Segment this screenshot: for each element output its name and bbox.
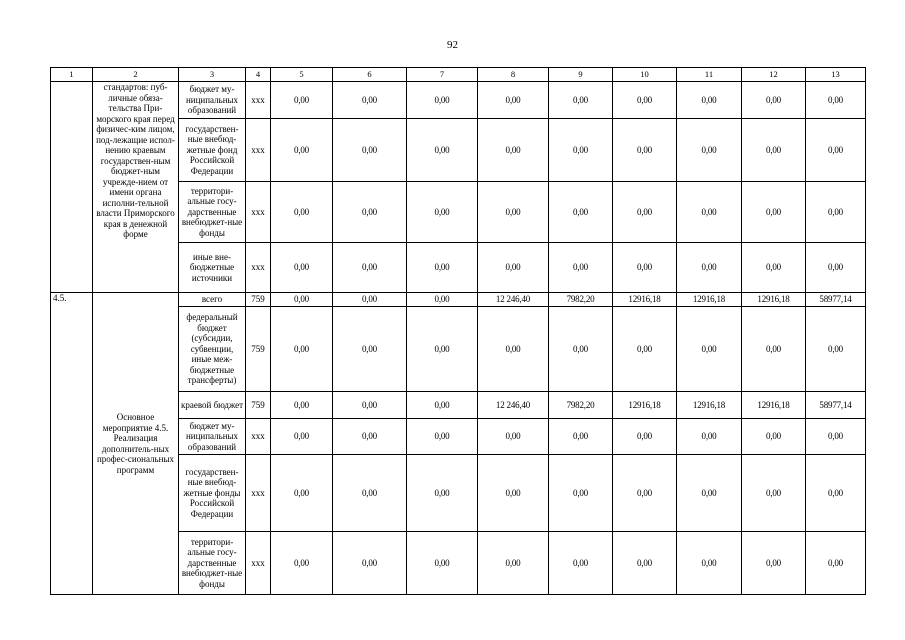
column-header-13: 13 bbox=[806, 68, 866, 82]
amount-cell: 0,00 bbox=[806, 119, 866, 182]
amount-cell: 0,00 bbox=[549, 307, 613, 392]
amount-cell: 0,00 bbox=[271, 82, 333, 119]
amount-cell: 0,00 bbox=[613, 455, 677, 532]
amount-cell: 0,00 bbox=[407, 243, 478, 293]
column-header-1: 1 bbox=[51, 68, 93, 82]
funding-source: бюджет му-ниципальных образований bbox=[179, 419, 246, 455]
table-body bbox=[51, 68, 866, 595]
amount-cell: 0,00 bbox=[407, 82, 478, 119]
amount-cell: 0,00 bbox=[333, 182, 407, 243]
amount-cell: 0,00 bbox=[549, 182, 613, 243]
amount-cell: 0,00 bbox=[407, 119, 478, 182]
amount-cell: 0,00 bbox=[333, 455, 407, 532]
amount-cell: 0,00 bbox=[613, 532, 677, 595]
amount-cell: 12 246,40 bbox=[478, 392, 549, 419]
header-row bbox=[51, 68, 866, 82]
table-row bbox=[51, 82, 866, 119]
amount-cell: 12916,18 bbox=[742, 293, 806, 307]
amount-cell: 0,00 bbox=[271, 243, 333, 293]
budget-code: 759 bbox=[246, 307, 271, 392]
amount-cell: 0,00 bbox=[333, 119, 407, 182]
amount-cell: 0,00 bbox=[742, 419, 806, 455]
amount-cell: 0,00 bbox=[333, 243, 407, 293]
amount-cell: 0,00 bbox=[549, 455, 613, 532]
amount-cell: 0,00 bbox=[677, 419, 742, 455]
amount-cell: 0,00 bbox=[742, 243, 806, 293]
funding-source: бюджет му-ниципальных образований bbox=[179, 82, 246, 119]
funding-source: иные вне-бюджетные источники bbox=[179, 243, 246, 293]
amount-cell: 0,00 bbox=[271, 182, 333, 243]
amount-cell: 0,00 bbox=[806, 307, 866, 392]
amount-cell: 0,00 bbox=[333, 419, 407, 455]
amount-cell: 0,00 bbox=[549, 243, 613, 293]
amount-cell: 0,00 bbox=[333, 307, 407, 392]
amount-cell: 58977,14 bbox=[806, 392, 866, 419]
amount-cell: 0,00 bbox=[742, 82, 806, 119]
amount-cell: 0,00 bbox=[806, 243, 866, 293]
amount-cell: 0,00 bbox=[549, 82, 613, 119]
column-header-7: 7 bbox=[407, 68, 478, 82]
column-header-6: 6 bbox=[333, 68, 407, 82]
column-header-10: 10 bbox=[613, 68, 677, 82]
amount-cell: 0,00 bbox=[271, 455, 333, 532]
budget-code: ххх bbox=[246, 455, 271, 532]
amount-cell: 0,00 bbox=[478, 119, 549, 182]
amount-cell: 0,00 bbox=[407, 182, 478, 243]
amount-cell: 12916,18 bbox=[613, 293, 677, 307]
column-header-5: 5 bbox=[271, 68, 333, 82]
amount-cell: 0,00 bbox=[677, 307, 742, 392]
amount-cell: 12916,18 bbox=[677, 392, 742, 419]
budget-table bbox=[50, 67, 866, 595]
funding-source: территори-альные госу-дарственные внебюджет-ные фонды bbox=[179, 532, 246, 595]
budget-code: 759 bbox=[246, 293, 271, 307]
budget-code: 759 bbox=[246, 392, 271, 419]
amount-cell: 0,00 bbox=[677, 119, 742, 182]
amount-cell: 0,00 bbox=[677, 182, 742, 243]
amount-cell: 12916,18 bbox=[742, 392, 806, 419]
page-number: 92 bbox=[447, 39, 458, 51]
column-header-2: 2 bbox=[93, 68, 179, 82]
amount-cell: 0,00 bbox=[677, 532, 742, 595]
amount-cell: 0,00 bbox=[271, 392, 333, 419]
amount-cell: 0,00 bbox=[271, 419, 333, 455]
amount-cell: 12916,18 bbox=[613, 392, 677, 419]
budget-code: ххх bbox=[246, 182, 271, 243]
amount-cell: 0,00 bbox=[271, 293, 333, 307]
funding-source: всего bbox=[179, 293, 246, 307]
amount-cell: 0,00 bbox=[478, 532, 549, 595]
amount-cell: 0,00 bbox=[271, 532, 333, 595]
amount-cell: 0,00 bbox=[478, 182, 549, 243]
amount-cell: 0,00 bbox=[271, 307, 333, 392]
amount-cell: 0,00 bbox=[806, 82, 866, 119]
amount-cell: 0,00 bbox=[613, 119, 677, 182]
amount-cell: 0,00 bbox=[549, 119, 613, 182]
column-header-4: 4 bbox=[246, 68, 271, 82]
amount-cell: 0,00 bbox=[333, 532, 407, 595]
amount-cell: 0,00 bbox=[677, 455, 742, 532]
amount-cell: 0,00 bbox=[806, 532, 866, 595]
amount-cell: 0,00 bbox=[806, 419, 866, 455]
amount-cell: 0,00 bbox=[613, 243, 677, 293]
row-index: 4.5. bbox=[51, 293, 93, 595]
amount-cell: 0,00 bbox=[407, 293, 478, 307]
amount-cell: 0,00 bbox=[742, 182, 806, 243]
activity-description: Основное мероприятие 4.5. Реализация дополнитель-ных профес-сиональных программ bbox=[93, 293, 179, 595]
budget-code: ххх bbox=[246, 532, 271, 595]
budget-code: ххх bbox=[246, 419, 271, 455]
amount-cell: 58977,14 bbox=[806, 293, 866, 307]
amount-cell: 0,00 bbox=[742, 307, 806, 392]
column-header-8: 8 bbox=[478, 68, 549, 82]
amount-cell: 0,00 bbox=[333, 392, 407, 419]
budget-code: ххх bbox=[246, 243, 271, 293]
budget-code: ххх bbox=[246, 82, 271, 119]
column-header-11: 11 bbox=[677, 68, 742, 82]
row-index bbox=[51, 82, 93, 293]
amount-cell: 0,00 bbox=[407, 532, 478, 595]
amount-cell: 0,00 bbox=[806, 182, 866, 243]
amount-cell: 0,00 bbox=[613, 82, 677, 119]
amount-cell: 0,00 bbox=[742, 455, 806, 532]
amount-cell: 0,00 bbox=[549, 419, 613, 455]
column-header-3: 3 bbox=[179, 68, 246, 82]
amount-cell: 0,00 bbox=[613, 182, 677, 243]
amount-cell: 0,00 bbox=[271, 119, 333, 182]
amount-cell: 0,00 bbox=[407, 392, 478, 419]
amount-cell: 12916,18 bbox=[677, 293, 742, 307]
amount-cell: 0,00 bbox=[613, 419, 677, 455]
amount-cell: 0,00 bbox=[407, 307, 478, 392]
amount-cell: 0,00 bbox=[742, 119, 806, 182]
amount-cell: 0,00 bbox=[677, 82, 742, 119]
amount-cell: 0,00 bbox=[478, 455, 549, 532]
column-header-12: 12 bbox=[742, 68, 806, 82]
amount-cell: 7982,20 bbox=[549, 392, 613, 419]
funding-source: государствен-ные внебюд-жетные фонд Российской Федерации bbox=[179, 119, 246, 182]
amount-cell: 0,00 bbox=[677, 243, 742, 293]
activity-description: стандартов: пуб-личные обяза-тельства При-морского края перед физичес-ким лицом, под-лежащие испол-нению краевым государствен-ным бюджет-ным учрежде-нием от имени органа исполни-тельной власти Приморского края в денежной форме bbox=[93, 82, 179, 293]
amount-cell: 0,00 bbox=[613, 307, 677, 392]
amount-cell: 0,00 bbox=[333, 293, 407, 307]
column-header-9: 9 bbox=[549, 68, 613, 82]
amount-cell: 0,00 bbox=[478, 243, 549, 293]
amount-cell: 0,00 bbox=[806, 455, 866, 532]
budget-code: ххх bbox=[246, 119, 271, 182]
amount-cell: 0,00 bbox=[478, 419, 549, 455]
funding-source: территори-альные госу-дарственные внебюджет-ные фонды bbox=[179, 182, 246, 243]
amount-cell: 12 246,40 bbox=[478, 293, 549, 307]
amount-cell: 0,00 bbox=[407, 455, 478, 532]
funding-source: федеральный бюджет (субсидии, субвенции, иные меж-бюджетные трансферты) bbox=[179, 307, 246, 392]
amount-cell: 0,00 bbox=[742, 532, 806, 595]
amount-cell: 0,00 bbox=[333, 82, 407, 119]
amount-cell: 7982,20 bbox=[549, 293, 613, 307]
amount-cell: 0,00 bbox=[549, 532, 613, 595]
amount-cell: 0,00 bbox=[407, 419, 478, 455]
funding-source: краевой бюджет bbox=[179, 392, 246, 419]
amount-cell: 0,00 bbox=[478, 82, 549, 119]
table-row bbox=[51, 293, 866, 307]
amount-cell: 0,00 bbox=[478, 307, 549, 392]
funding-source: государствен-ные внебюд-жетные фонды Российской Федерации bbox=[179, 455, 246, 532]
